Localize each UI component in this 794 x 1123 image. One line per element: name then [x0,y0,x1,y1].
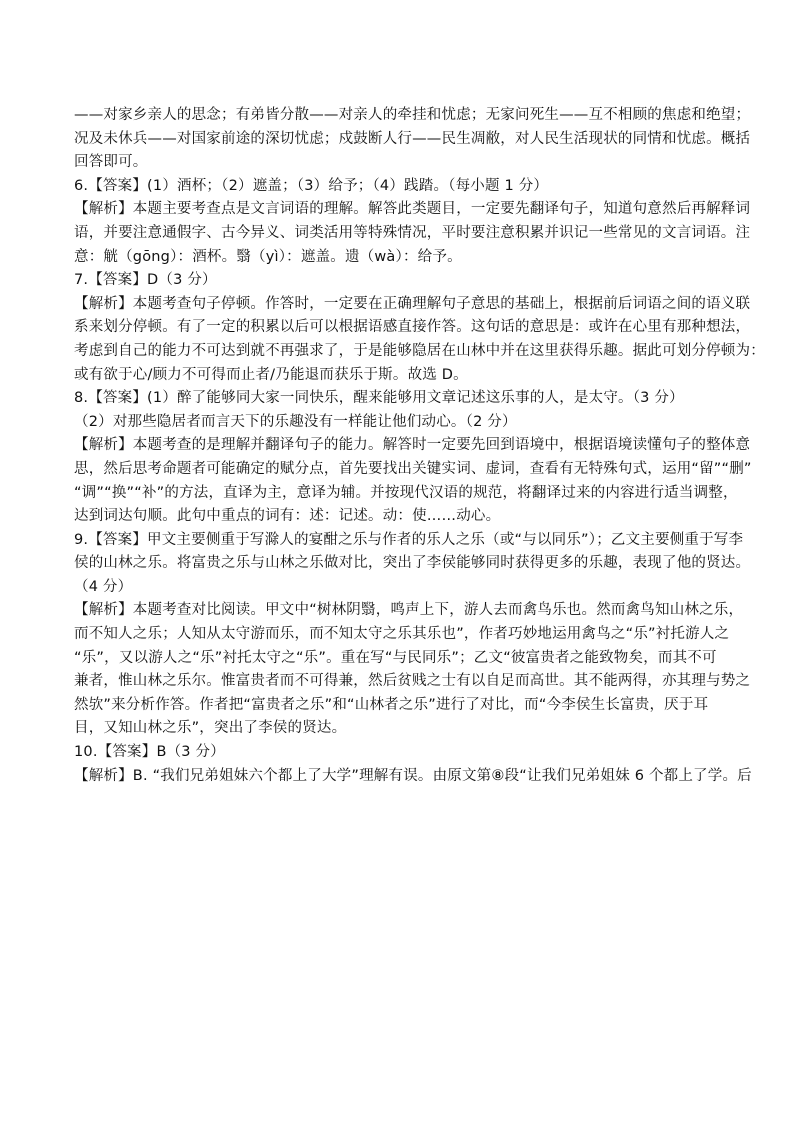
text-line: 系来划分停顿。有了一定的积累以后可以根据语感直接作答。这句话的意思是：或许在心里有那种想法， [74,319,751,336]
text-line: 目，又知山林之乐”，突出了李侯的贤达。 [74,720,347,737]
text-line: 意：觥（gōng）：酒杯。翳（yì）：遮盖。遗（wà）：给予。 [74,248,462,265]
text-line: 【解析】本题考查的是理解并翻译句子的能力。解答时一定要先回到语境中，根据语境读懂句子的整体意 [74,437,751,454]
text-line: 然欤”来分析作答。作者把“富贵者之乐”和“山林者之乐”进行了对比，而“今李侯生长富贵，厌于耳 [74,696,709,713]
text-line: “乐”，又以游人之“乐”衬托太守之“乐”。重在写“与民同乐”；乙文“彼富贵者之能致物矣，而其不可 [74,649,717,666]
answer-text-block [74,104,765,788]
text-line: “调”“换”“补”的方法，直译为主，意译为辅。并按现代汉语的规范，将翻译过来的内容进行适当调整， [74,484,738,501]
text-line: （4 分） [74,578,133,595]
text-line: ——对家乡亲人的思念；有弟皆分散——对亲人的牵挂和忧虑；无家问死生——互不相顾的焦虑和绝望； [74,107,751,123]
text-line: 回答即可。 [74,154,148,171]
text-line: 或有欲于心/顾力不可得而止者/乃能退而获乐于斯。故选 D。 [74,366,468,383]
text-line: 6.【答案】(1）酒杯；（2）遮盖；（3）给予；（4）践踏。（每小题 1 分） [74,177,549,194]
text-line: 【解析】本题主要考查点是文言词语的理解。解答此类题目，一定要先翻译句子，知道句意然后再解释词 [74,201,751,218]
text-line: 况及未休兵——对国家前途的深切忧虑；戍鼓断人行——民生凋敝，对人民生活现状的同情和忧虑。概括 [74,130,751,147]
text-line: 8.【答案】(1）醉了能够同大家一同快乐，醒来能够用文章记述这乐事的人，是太守。（3 分） [74,390,684,407]
text-line: 语，并要注意通假字、古今异义、词类活用等特殊情况，平时要注意积累并识记一些常见的文言词语。注 [74,224,751,241]
text-line: 9.【答案】甲文主要侧重于写滁人的宴酣之乐与作者的乐人之乐（或“与以同乐”）；乙文主要侧重于写李 [74,531,744,548]
text-line: 考虑到自己的能力不可达到就不再强求了，于是能够隐居在山林中并在这里获得乐趣。据此可划分停顿为： [74,342,765,359]
text-line: 10.【答案】B（3 分） [74,744,225,761]
text-line: 侯的山林之乐。将富贵之乐与山林之乐做对比，突出了李侯能够同时获得更多的乐趣，表现了他的贤达。 [74,555,751,572]
text-line: 达到词达句顺。此句中重点的词有：述：记述。动：使……动心。 [74,508,501,525]
text-line: （2）对那些隐居者而言天下的乐趣没有一样能让他们动心。（2 分） [74,413,517,430]
text-line: 【解析】本题考查句子停顿。作答时，一定要在正确理解句子意思的基础上，根据前后词语之间的语义联 [74,295,751,312]
text-line: 【解析】B. “我们兄弟姐妹六个都上了大学”理解有误。由原文第⑧段“让我们兄弟姐妹 6 个都上了学。后 [74,767,752,784]
text-line: 而不知人之乐；人知从太守游而乐，而不知太守之乐其乐也”，作者巧妙地运用禽鸟之“乐”衬托游人之 [74,626,730,643]
text-line: 【解析】本题考查对比阅读。甲文中“树林阴翳，鸣声上下，游人去而禽鸟乐也。然而禽鸟知山林之乐， [74,602,744,619]
text-line: 思，然后思考命题者可能确定的赋分点，首先要找出关键实词、虚词，查看有无特殊句式，运用“留”“删” [74,460,752,477]
text-line: 7.【答案】D（3 分） [74,272,217,289]
text-line: 兼者，惟山林之乐尔。惟富贵者而不可得兼，然后贫贱之士有以自足而高世。其不能两得，亦其理与势之 [74,673,751,690]
